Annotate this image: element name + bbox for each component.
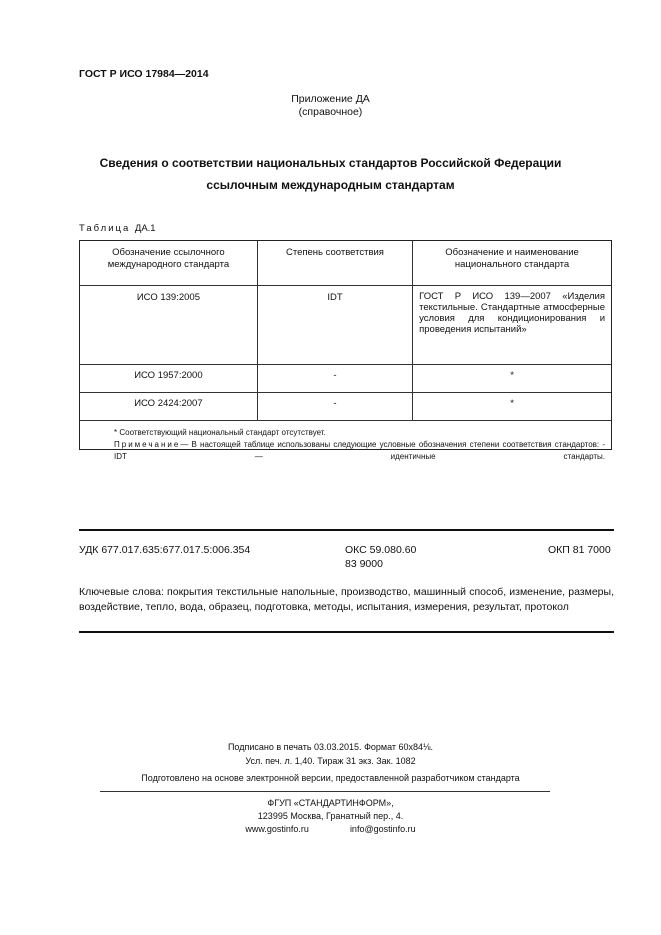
table-cell: ГОСТ Р ИСО 139—2007 «Изделия текстильные. Стандартные атмосферные условия для кондиционирования и проведения испытаний» — [413, 286, 611, 365]
keywords: Ключевые слова: покрытия текстильные напольные, производство, машинный способ, изменение, размеры, воздействие, тепло, вода, образец, подготовка, методы, испытания, измерения, результат, протокол — [79, 586, 614, 613]
imprint-prepared: Подготовлено на основе электронной версии, предоставленной разработчиком стандарта — [141, 773, 520, 783]
publisher-contacts — [0, 824, 661, 834]
table-caption — [79, 223, 156, 234]
section-heading-line1: Сведения о соответствии национальных стандартов Российской Федерации — [99, 156, 562, 170]
table-caption-number: ДА.1 — [134, 223, 156, 234]
column-header: Обозначение ссылочного международного стандарта — [80, 241, 257, 286]
table-header-row — [80, 241, 611, 286]
table-cell: ИСО 2424:2007 — [80, 393, 257, 421]
note-text: — В настоящей таблице использованы следующие условные обозначения степени соответствия стандартов: - IDT — идентичные стандарты. — [114, 440, 605, 461]
document-code: ГОСТ Р ИСО 17984—2014 — [79, 68, 209, 80]
table-cell: * — [413, 393, 611, 421]
column-header: Степень соответствия — [257, 241, 412, 286]
table-cell: * — [413, 365, 611, 393]
table-note — [88, 439, 605, 463]
table-cell: - — [257, 393, 412, 421]
note-label: Примечание — [114, 440, 181, 449]
table-cell: ИСО 139:2005 — [80, 286, 257, 365]
table-row — [80, 393, 611, 421]
publisher-website[interactable]: www.gostinfo.ru — [245, 824, 309, 834]
standards-table — [79, 240, 612, 461]
table-cell: - — [257, 365, 412, 393]
table-footnote: * Соответствующий национальный стандарт отсутствует. — [114, 428, 326, 437]
table-cell: IDT — [257, 286, 412, 365]
okp-code: ОКП 81 7000 — [548, 544, 611, 556]
table-row — [80, 365, 611, 393]
table-caption-word: Таблица — [79, 223, 131, 234]
appendix-title: Приложение ДА — [291, 93, 370, 105]
appendix-subtitle: (справочное) — [298, 106, 363, 118]
imprint-divider — [100, 791, 550, 792]
column-header: Обозначение и наименование национального стандарта — [413, 241, 611, 286]
oks-code-secondary: 83 9000 — [345, 558, 383, 570]
publisher-address: 123995 Москва, Гранатный пер., 4. — [257, 811, 404, 821]
imprint-sheets: Усл. печ. л. 1,40. Тираж 31 экз. Зак. 1082 — [245, 756, 416, 766]
divider-top — [79, 529, 614, 531]
publisher-name: ФГУП «СТАНДАРТИНФОРМ», — [267, 798, 394, 808]
table-row — [80, 286, 611, 365]
imprint-signed: Подписано в печать 03.03.2015. Формат 60х84⅛. — [227, 742, 434, 752]
divider-bottom — [79, 631, 614, 633]
publisher-email[interactable]: info@gostinfo.ru — [349, 824, 416, 834]
table-notes — [80, 421, 611, 463]
section-heading-line2: ссылочным международным стандартам — [206, 178, 455, 192]
udk-code: УДК 677.017.635:677.017.5:006.354 — [79, 544, 251, 556]
table-cell: ИСО 1957:2000 — [80, 365, 257, 393]
oks-code: ОКС 59.080.60 — [345, 544, 417, 556]
